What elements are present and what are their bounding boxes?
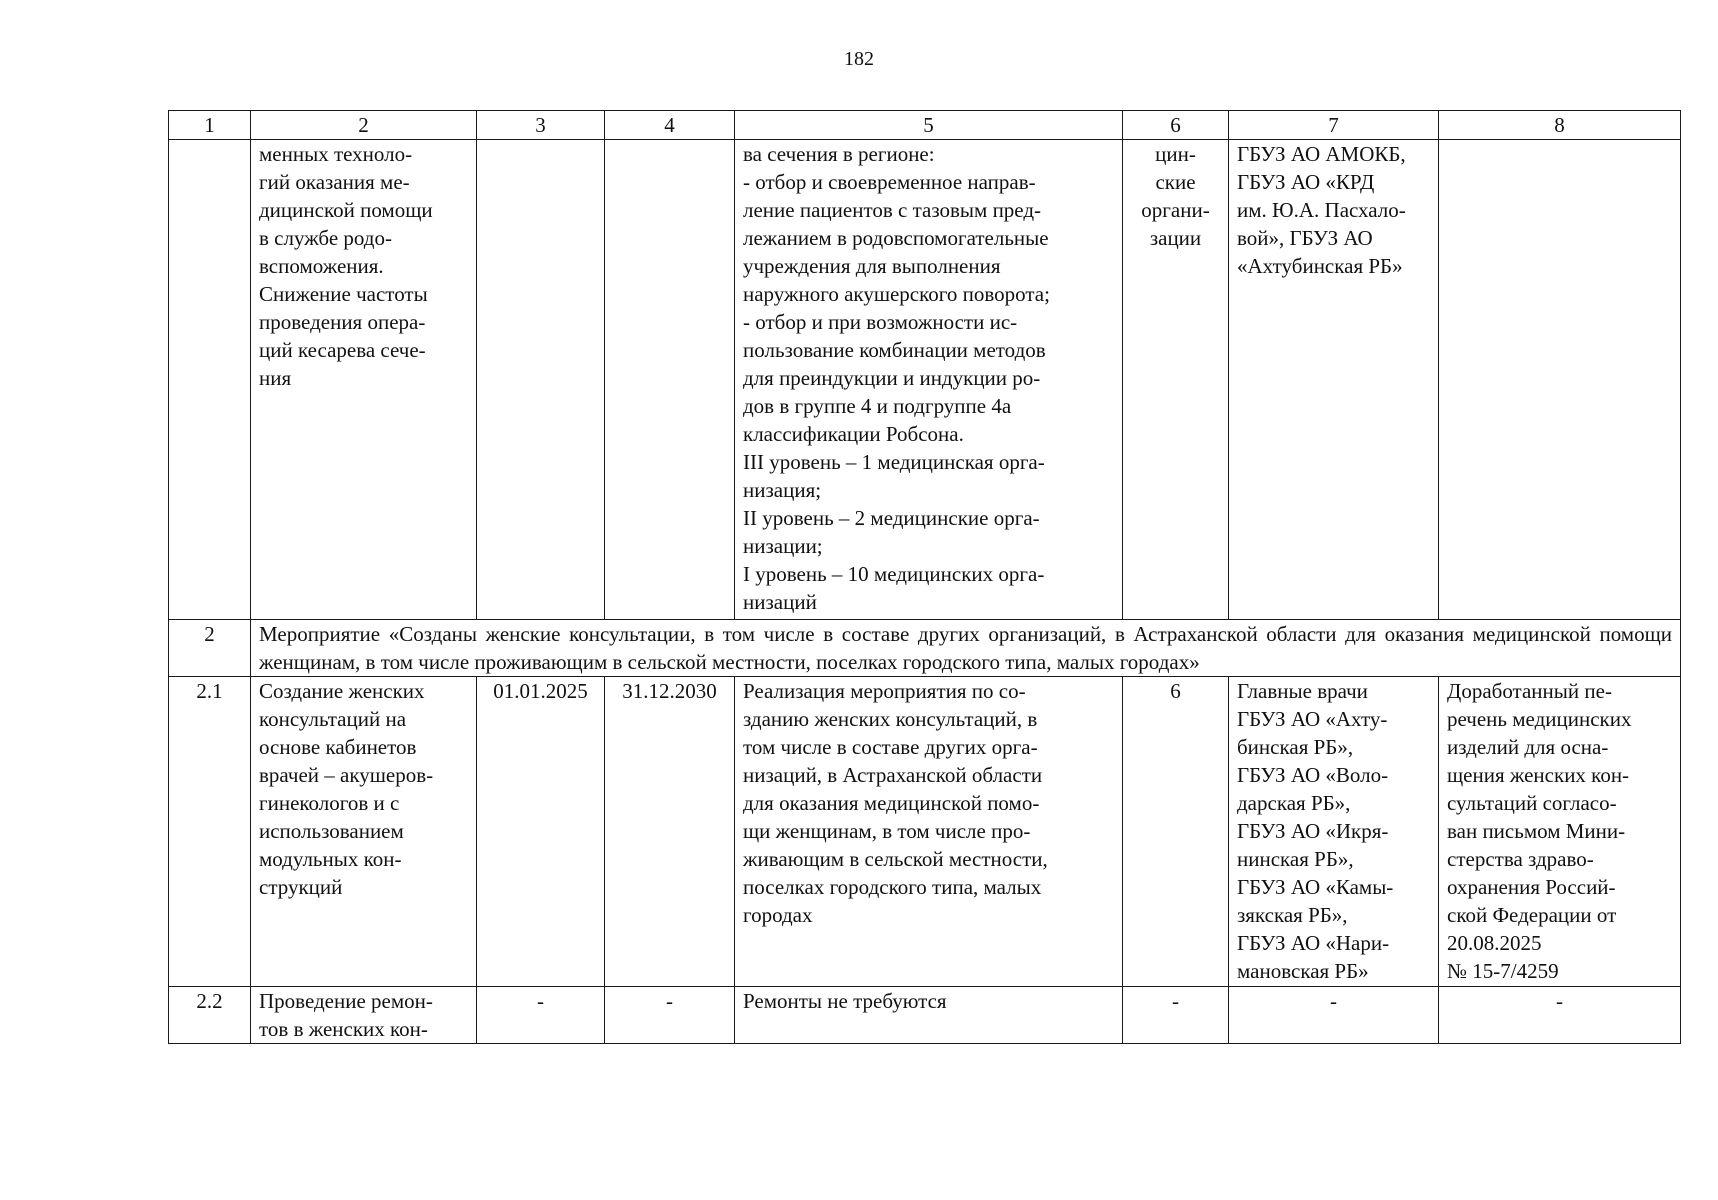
header-cell: 5 <box>735 111 1123 140</box>
table-cell: - <box>477 987 605 1044</box>
table-cell: Реализация мероприятия по со- зданию женских консультаций, в том числе в составе других орга- низаций, в Астраханской области для оказания медицинской помо- щи женщинам, в том числе про- живающим в сельской местности, поселках городского типа, малых городах <box>735 677 1123 987</box>
header-cell: 7 <box>1229 111 1439 140</box>
table-cell: Ремонты не требуются <box>735 987 1123 1044</box>
table-cell: 2.2 <box>169 987 251 1044</box>
table-cell: 31.12.2030 <box>605 677 735 987</box>
table-cell: Проведение ремон- тов в женских кон- <box>251 987 477 1044</box>
table-cell: Главные врачи ГБУЗ АО «Ахту- бинская РБ», ГБУЗ АО «Воло- дарская РБ», ГБУЗ АО «Икря- нинская РБ», ГБУЗ АО «Камы- зякская РБ», ГБУЗ АО «Нари- мановская РБ» <box>1229 677 1439 987</box>
table-row <box>169 987 1681 1044</box>
table-cell: 01.01.2025 <box>477 677 605 987</box>
header-cell: 2 <box>251 111 477 140</box>
page-number: 182 <box>844 48 874 70</box>
table-cell: - <box>605 987 735 1044</box>
table-row <box>169 140 1681 620</box>
table-cell <box>169 140 251 620</box>
table-cell <box>477 140 605 620</box>
table-cell: цин- ские органи- зации <box>1123 140 1229 620</box>
section-title: Мероприятие «Созданы женские консультации, в том числе в составе других организаций, в Астраханской области для оказания медицинской помощи женщинам, в том числе проживающим в сельской местности, поселках городского типа, малых городах» <box>251 620 1681 677</box>
table-cell: Доработанный пе- речень медицинских изделий для осна- щения женских кон- сультаций согласо- ван письмом Мини- стерства здраво- охранения Россий- ской Федерации от 20.08.2025 № 15-7/4259 <box>1439 677 1681 987</box>
table-header-row <box>169 111 1681 140</box>
table-row <box>169 677 1681 987</box>
header-cell: 6 <box>1123 111 1229 140</box>
table-cell <box>1439 140 1681 620</box>
table-cell: Создание женских консультаций на основе кабинетов врачей – акушеров- гинекологов и с использованием модульных кон- струкций <box>251 677 477 987</box>
table-cell: 2.1 <box>169 677 251 987</box>
header-cell: 1 <box>169 111 251 140</box>
table-cell: - <box>1123 987 1229 1044</box>
table-cell: менных техноло- гий оказания ме- дицинской помощи в службе родо- вспоможения. Снижение частоты проведения опера- ций кесарева сече- ния <box>251 140 477 620</box>
measures-table <box>168 110 1681 1044</box>
header-cell: 4 <box>605 111 735 140</box>
table-cell: - <box>1229 987 1439 1044</box>
section-number: 2 <box>169 620 251 677</box>
table-cell: ва сечения в регионе: - отбор и своевременное направ- ление пациентов с тазовым пред- лежанием в родовспомогательные учреждения для выполнения наружного акушерского поворота; - отбор и при возможности ис- пользование комбинации методов для преиндукции и индукции ро- дов в группе 4 и подгруппе 4a классификации Робсона. III уровень – 1 медицинская орга- низация; II уровень – 2 медицинские орга- низации; I уровень – 10 медицинских орга- низаций <box>735 140 1123 620</box>
header-cell: 8 <box>1439 111 1681 140</box>
table-cell <box>605 140 735 620</box>
table-cell: ГБУЗ АО АМОКБ, ГБУЗ АО «КРД им. Ю.А. Пасхало- вой», ГБУЗ АО «Ахтубинская РБ» <box>1229 140 1439 620</box>
header-cell: 3 <box>477 111 605 140</box>
table-cell: 6 <box>1123 677 1229 987</box>
table-cell: - <box>1439 987 1681 1044</box>
section-row <box>169 620 1681 677</box>
